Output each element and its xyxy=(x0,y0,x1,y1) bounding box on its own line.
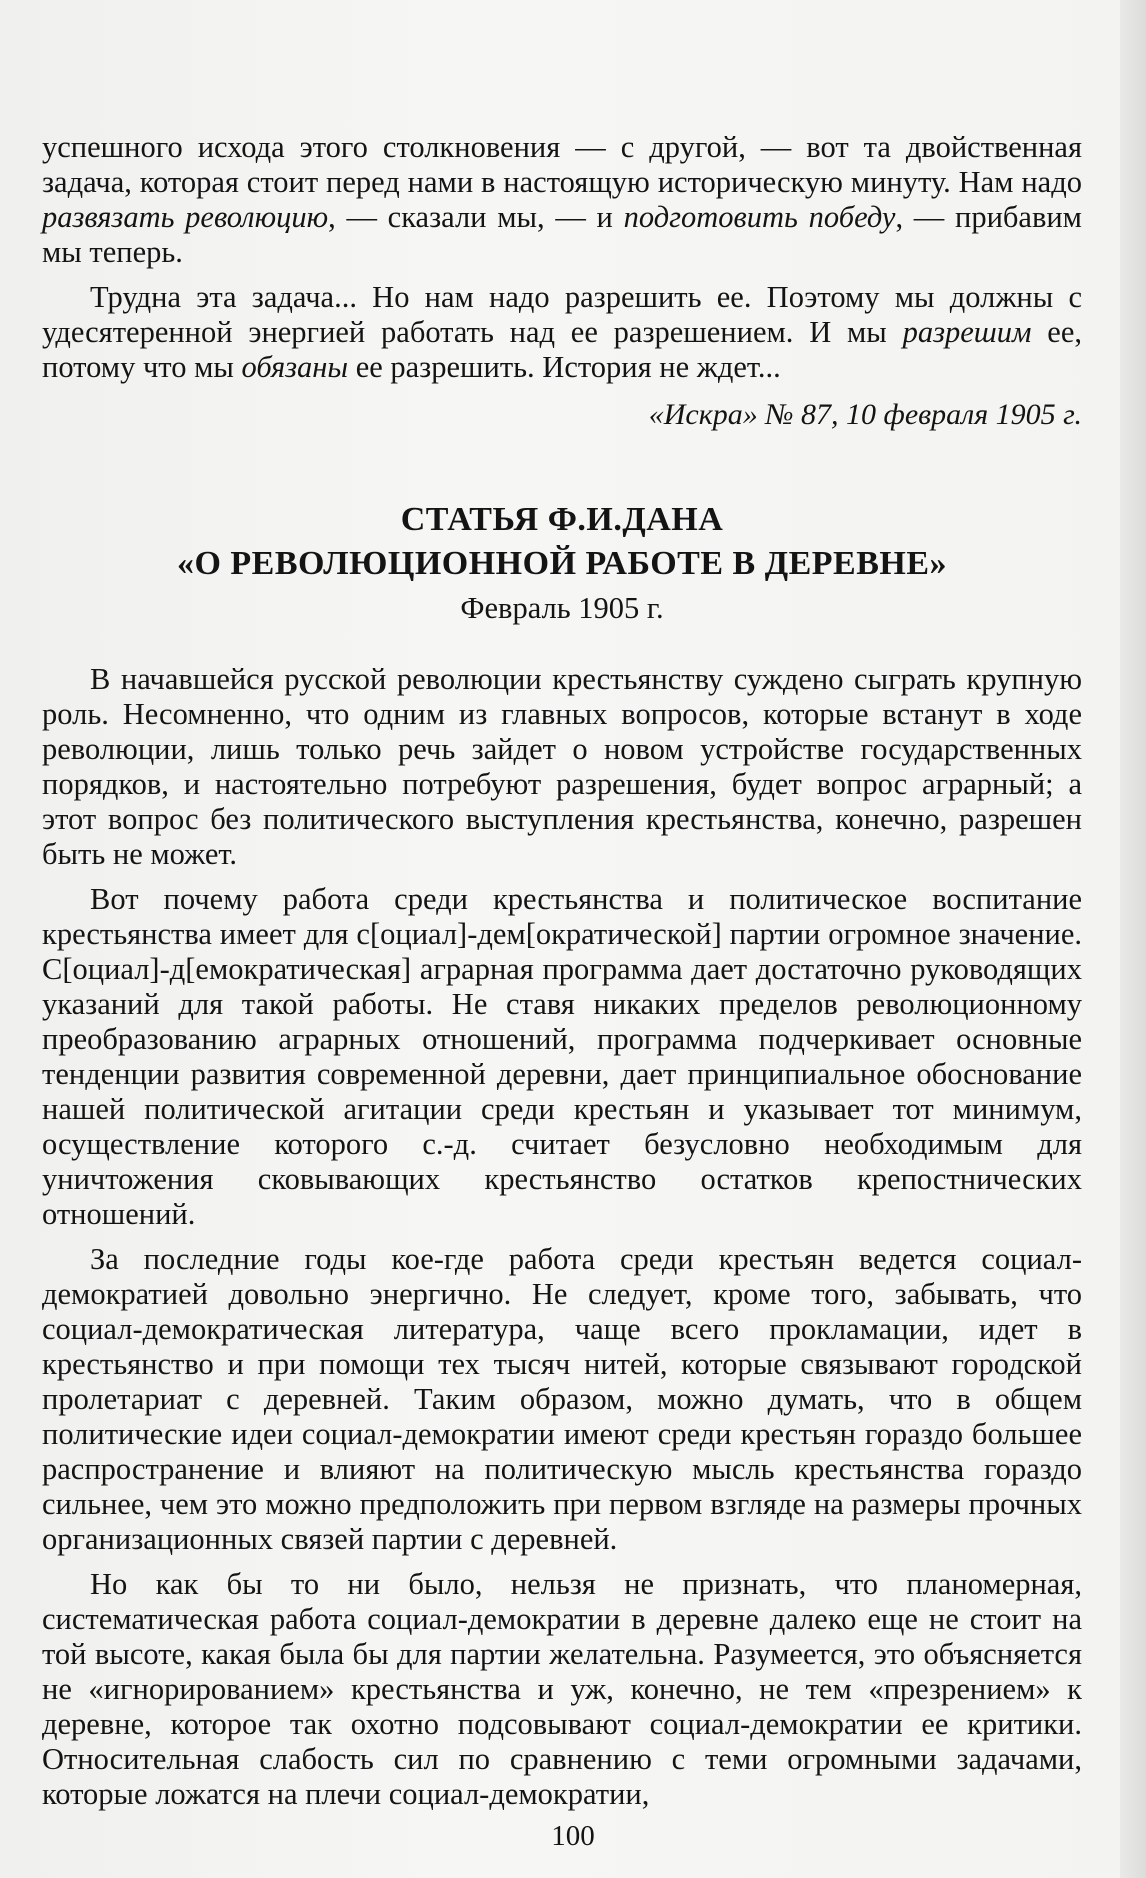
text-run: ее разрешить. История не ждет... xyxy=(348,350,781,384)
text-run: Трудна эта задача... Но нам надо разрешить ее. Поэтому мы должны с удесятеренной энергией работать над ее разрешением. И мы xyxy=(42,280,1082,349)
emphasis-text: разрешим xyxy=(902,315,1032,349)
article-title-line-1: СТАТЬЯ Ф.И.ДАНА xyxy=(400,501,724,538)
body-paragraph: Вот почему работа среди крестьянства и политическое воспитание крестьянства имеет для с[оциал]-дем[ократической] партии огромное значение. С[оциал]-д[емократическая] аграрная программа дает достаточно руководящих указаний для такой работы. Не ставя никаких пределов революционному преобразованию аграрных отношений, программа подчеркивает основные тенденции развития современной деревни, дает принципиальное обоснование нашей политической агитации среди крестьян и указывает тот минимум, осуществление которого с.-д. считает безусловно необходимым для уничтожения сковывающих крестьянство остатков крепостнических отношений. xyxy=(42,882,1082,1231)
body-paragraph: Но как бы то ни было, нельзя не признать, что планомерная, систематическая работа социал-демократии в деревне далеко еще не стоит на той высоте, какая была бы для партии желательна. Разумеется, это объясняется не «игнорированием» крестьянства и уж, конечно, не тем «презрением» к деревне, которое так охотно подсовывают социал-демократии ее критики. Относительная слабость сил по сравнению с теми огромными задачами, которые ложатся на плечи социал-демократии, xyxy=(42,1567,1082,1811)
source-citation: «Искра» № 87, 10 февраля 1905 г. xyxy=(648,398,1082,431)
emphasis-text: обязаны xyxy=(241,350,349,384)
page-number: 100 xyxy=(551,1820,595,1852)
page-edge-shadow xyxy=(1120,0,1146,1878)
emphasis-text: развязать революцию xyxy=(42,200,329,234)
emphasis-text: подготовить победу xyxy=(623,200,896,234)
body-paragraph: За последние годы кое-где работа среди крестьян ведется социал-демократией довольно энергично. Не следует, кроме того, забывать, что социал-демократическая литература, чаще всего прокламации, идет в крестьянство и при помощи тех тысяч нитей, которые связывают городской пролетариат с деревней. Таким образом, можно думать, что в общем политические идеи социал-демократии имеют среди крестьян гораздо большее распространение и влияют на политическую мысль крестьянства гораздо сильнее, чем это можно предположить при первом взгляде на размеры прочных организационных связей партии с деревней. xyxy=(42,1242,1082,1556)
body-paragraph: В начавшейся русской революции крестьянству суждено сыграть крупную роль. Несомненно, что одним из главных вопросов, которые встанут в ходе революции, лишь только речь зайдет о новом устройстве государственных порядков, и настоятельно потребуют разрешения, будет вопрос аграрный; а этот вопрос без политического выступления крестьянства, конечно, разрешен быть не может. xyxy=(42,662,1082,871)
page-content xyxy=(42,130,1082,1812)
text-run: , — сказали мы, — и xyxy=(328,200,624,234)
article-date: Февраль 1905 г. xyxy=(460,591,664,625)
text-run: успешного исхода этого столкновения — с другой, — вот та двойственная задача, которая стоит перед нами в настоящую историческую минуту. Нам надо xyxy=(42,130,1082,199)
text-run: ее, потому что мы xyxy=(42,315,1082,384)
closing-paragraph xyxy=(42,280,1082,385)
continued-paragraph xyxy=(42,130,1082,270)
article-title-line-2: «О РЕВОЛЮЦИОННОЙ РАБОТЕ В ДЕРЕВНЕ» xyxy=(176,545,948,582)
text-run: , — прибавим мы теперь. xyxy=(42,200,1082,269)
